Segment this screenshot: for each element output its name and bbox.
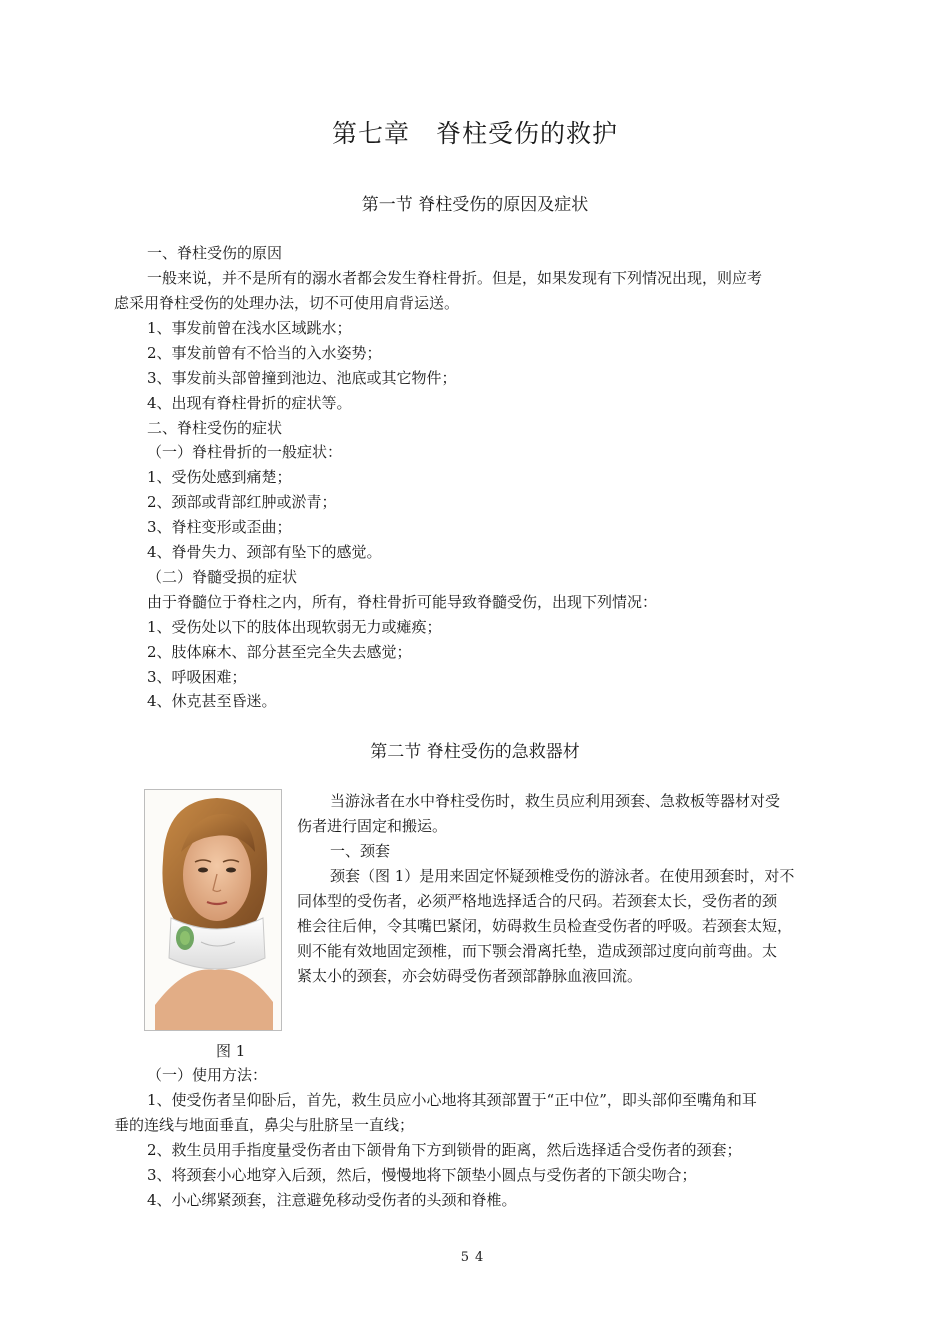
- paragraph-line: 当游泳者在水中脊柱受伤时，救生员应利用颈套、急救板等器材对受: [330, 792, 781, 810]
- list-item: 3、呼吸困难；: [147, 668, 247, 686]
- list-item: 1、受伤处以下的肢体出现软弱无力或瘫痪；: [147, 618, 442, 636]
- list-item: 1、受伤处感到痛楚；: [147, 468, 292, 486]
- figure-neck-collar-photo: [144, 789, 282, 1031]
- paragraph-line: 椎会往后伸，令其嘴巴紧闭，妨碍救生员检查受伤者的呼吸。若颈套太短，: [297, 917, 793, 935]
- paragraph-line: 紧太小的颈套，亦会妨碍受伤者颈部静脉血液回流。: [297, 967, 643, 985]
- paragraph-line: 则不能有效地固定颈椎，而下颚会滑离托垫，造成颈部过度向前弯曲。太: [297, 942, 778, 960]
- paragraph-line: 同体型的受伤者，必须严格地选择适合的尺码。若颈套太长，受伤者的颈: [297, 892, 778, 910]
- list-item: 2、肢体麻木、部分甚至完全失去感觉；: [147, 643, 412, 661]
- list-item: 4、脊骨失力、颈部有坠下的感觉。: [147, 543, 382, 561]
- list-item: 4、小心绑紧颈套，注意避免移动受伤者的头颈和脊椎。: [147, 1191, 517, 1209]
- section-title: 第一节 脊柱受伤的原因及症状: [361, 195, 589, 215]
- neck-collar-illustration: [145, 790, 281, 1030]
- section-title: 第二节 脊柱受伤的急救器材: [370, 742, 580, 762]
- list-item: 4、休克甚至昏迷。: [147, 692, 277, 710]
- paragraph-line: 1、使受伤者呈仰卧后，首先，救生员应小心地将其颈部置于“正中位”，即头部仰至嘴角和耳: [147, 1091, 757, 1109]
- paragraph-line: 一般来说，并不是所有的溺水者都会发生脊柱骨折。但是，如果发现有下列情况出现，则应考: [147, 269, 763, 287]
- page-number: 54: [460, 1250, 490, 1265]
- list-item: 3、脊柱变形或歪曲；: [147, 518, 292, 536]
- list-item: 4、出现有脊柱骨折的症状等。: [147, 394, 352, 412]
- paragraph-line: 颈套（图 1）是用来固定怀疑颈椎受伤的游泳者。在使用颈套时，对不: [330, 867, 795, 885]
- list-item: 3、事发前头部曾撞到池边、池底或其它物件；: [147, 369, 457, 387]
- list-item: 2、事发前曾有不恰当的入水姿势；: [147, 344, 382, 362]
- subheading: （二）脊髓受损的症状: [147, 568, 298, 586]
- subheading: （一）脊柱骨折的一般症状：: [147, 443, 343, 461]
- paragraph-line: 垂的连线与地面垂直，鼻尖与肚脐呈一直线；: [114, 1116, 415, 1134]
- list-item: 1、事发前曾在浅水区域跳水；: [147, 319, 352, 337]
- list-item: 2、颈部或背部红肿或淤青；: [147, 493, 337, 511]
- paragraph-line: 伤者进行固定和搬运。: [297, 817, 448, 835]
- paragraph-line: 由于脊髓位于脊柱之内，所有，脊柱骨折可能导致脊髓受伤，出现下列情况：: [147, 593, 658, 611]
- heading: 一、脊柱受伤的原因: [147, 244, 283, 262]
- list-item: 3、将颈套小心地穿入后颈，然后，慢慢地将下颌垫小圆点与受伤者的下颌尖吻合；: [147, 1166, 697, 1184]
- heading: 一、颈套: [330, 842, 391, 860]
- heading: 二、脊柱受伤的症状: [147, 419, 283, 437]
- chapter-title: 第七章 脊柱受伤的救护: [331, 119, 618, 148]
- figure-caption: 图 1: [216, 1042, 246, 1060]
- list-item: 2、救生员用手指度量受伤者由下颌骨角下方到锁骨的距离，然后选择适合受伤者的颈套；: [147, 1141, 742, 1159]
- paragraph-line: 虑采用脊柱受伤的处理办法，切不可使用肩背运送。: [114, 294, 460, 312]
- subheading: （一）使用方法：: [147, 1066, 268, 1084]
